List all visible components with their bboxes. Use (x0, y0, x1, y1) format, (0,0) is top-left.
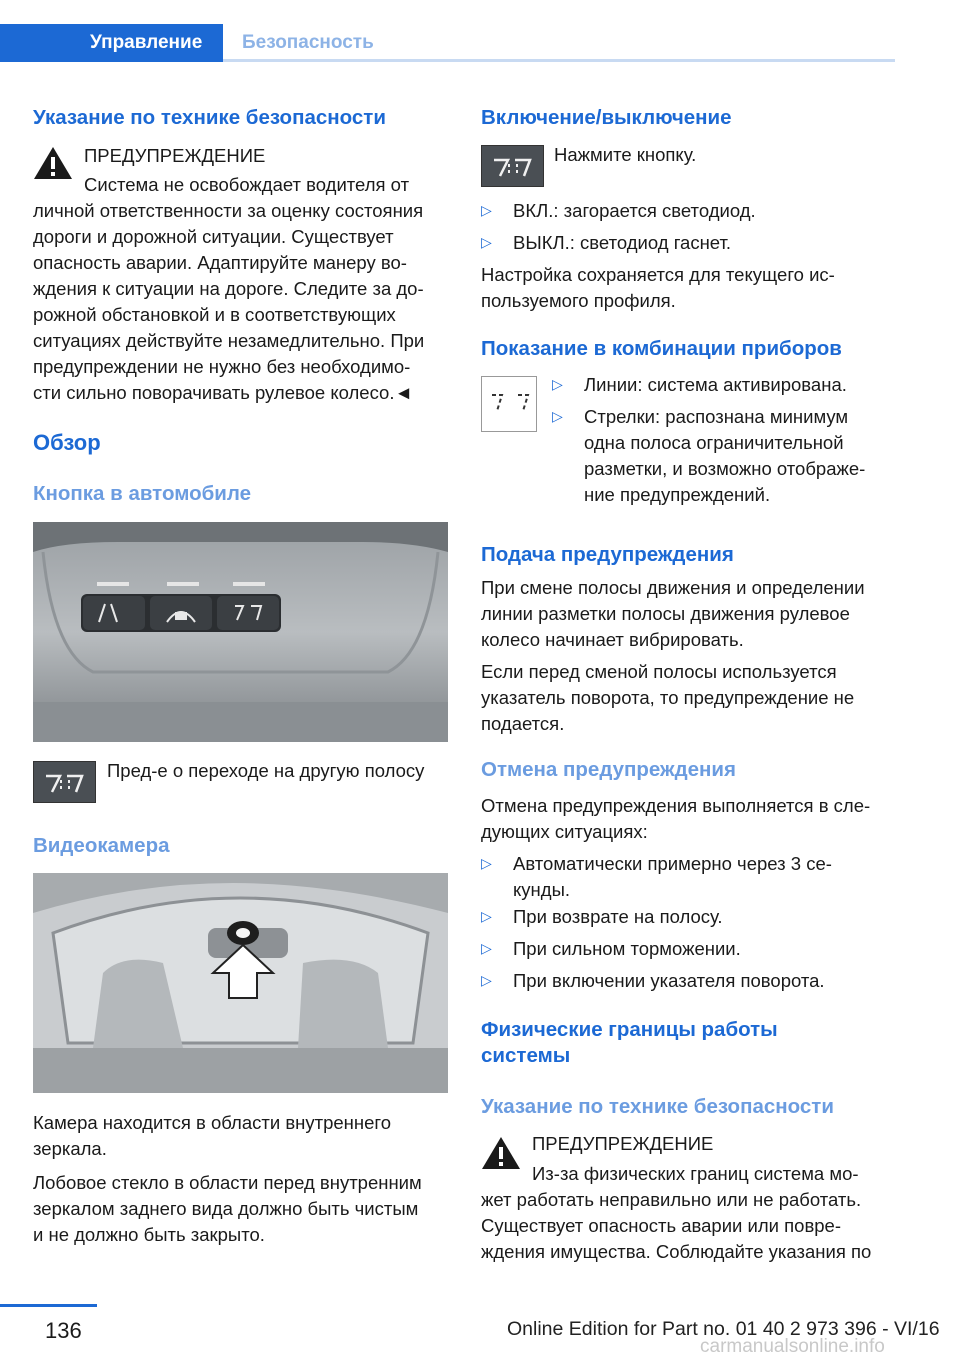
warning-text-1b: линии разметки полосы движения рулевое (481, 603, 850, 624)
bullet-on-text: ВКЛ.: загорается светодиод. (513, 200, 756, 221)
button-panel-image (33, 522, 448, 742)
warning-text-2b: указатель поворота, то предупреждение не (481, 687, 855, 708)
bullet-triangle-icon: ▷ (481, 908, 492, 924)
bullet-cancel-turn-text: При включении указателя поворота. (513, 970, 825, 991)
bullet-arrows-text-1: Стрелки: распознана минимум (584, 406, 849, 427)
warning-text-2c: подается. (481, 713, 565, 734)
heading-limits-line-2: системы (481, 1044, 571, 1067)
warning-line-6: рожной обстановкой и в соответствующих (33, 304, 396, 325)
watermark: carmanualsonline.info (700, 1336, 885, 1357)
heading-safety-note: Указание по технике безопасности (33, 106, 386, 129)
warning-line-4: опасность аварии. Адаптируйте манеру во- (33, 252, 407, 273)
heading-camera: Видеокамера (33, 834, 170, 857)
footer-line (0, 1304, 97, 1307)
bullet-triangle-icon: ▷ (481, 972, 492, 988)
warning-line-1: Система не освобождает водителя от (84, 174, 410, 195)
warning-line-2: личной ответственности за оценку состояния (33, 200, 424, 221)
bullet-triangle-icon: ▷ (481, 202, 492, 218)
warning-text-1a: При смене полосы движения и определении (481, 577, 865, 598)
bullet-triangle-icon: ▷ (552, 408, 563, 424)
header-tabs (0, 24, 895, 62)
tab-control[interactable]: Управление (0, 24, 223, 62)
warning-line-5: ждения к ситуации на дороге. Следите за до- (33, 278, 424, 299)
bullet-cancel-brake-text: При сильном торможении. (513, 938, 741, 959)
warning-title: ПРЕДУПРЕЖДЕНИЕ (84, 145, 266, 166)
bullet-arrows-text-3: разметки, и возможно отображе- (584, 458, 866, 479)
warning2-line-3: Существует опасность аварии или повре- (481, 1215, 842, 1236)
camera-text-2a: Лобовое стекло в области перед внутренним (33, 1172, 422, 1193)
bullet-triangle-icon: ▷ (481, 855, 492, 871)
camera-text-2b: зеркалом заднего вида должно быть чистым (33, 1198, 419, 1219)
tab-safety[interactable]: Безопасность (242, 32, 374, 53)
lane-lines-icon (481, 376, 537, 432)
warning-line-9: сти сильно поворачивать рулевое колесо.◄ (33, 382, 413, 403)
warning2-title: ПРЕДУПРЕЖДЕНИЕ (532, 1133, 714, 1154)
heading-overview: Обзор (33, 430, 101, 455)
warning2-line-4: ждения имущества. Соблюдайте указания по (481, 1241, 872, 1262)
warning-line-7: ситуациях действуйте незамедлительно. При (33, 330, 425, 351)
heading-on-off: Включение/выключение (481, 106, 732, 129)
page-number: 136 (45, 1318, 82, 1343)
heading-warning-output: Подача предупреждения (481, 543, 734, 566)
bullet-triangle-icon: ▷ (481, 234, 492, 250)
camera-text-1a: Камера находится в области внутреннего (33, 1112, 392, 1133)
bullet-cancel-auto-text-2: кунды. (513, 879, 570, 900)
warning-triangle-icon (33, 145, 73, 181)
button-caption: Пред-е о переходе на другую полосу (107, 760, 425, 781)
online-edition: Online Edition for Part no. 01 40 2 973 396 - VI/16 (507, 1318, 940, 1340)
bullet-arrows-text-2: одна полоса ограничительной (584, 432, 844, 453)
warning-line-8: предупреждении не нужно без необходимо- (33, 356, 411, 377)
warning-triangle-icon-2 (481, 1135, 521, 1171)
heading-safety-note-2: Указание по технике безопасности (481, 1095, 834, 1118)
tab-underline (223, 59, 895, 62)
bullet-lines-text: Линии: система активирована. (584, 374, 847, 395)
warning2-line-2: жет работать неправильно или не работать. (481, 1189, 862, 1210)
camera-text-2c: и не должно быть закрыто. (33, 1224, 265, 1245)
bullet-triangle-icon: ▷ (552, 376, 563, 392)
bullet-triangle-icon: ▷ (481, 940, 492, 956)
warning-text-1c: колесо начинает вибрировать. (481, 629, 744, 650)
press-button-text: Нажмите кнопку. (554, 144, 697, 165)
cancel-text-a: Отмена предупреждения выполняется в сле- (481, 795, 871, 816)
bullet-cancel-return-text: При возврате на полосу. (513, 906, 723, 927)
warning-line-3: дороги и дорожной ситуации. Существует (33, 226, 394, 247)
heading-button-in-car: Кнопка в автомобиле (33, 482, 252, 505)
camera-text-1b: зеркала. (33, 1138, 107, 1159)
heading-instrument-display: Показание в комбинации приборов (481, 337, 842, 360)
bullet-off-text: ВЫКЛ.: светодиод гаснет. (513, 232, 732, 253)
saved-text-b: пользуемого профиля. (481, 290, 676, 311)
saved-text-a: Настройка сохраняется для текущего ис- (481, 264, 835, 285)
bullet-arrows-text-4: ние предупреждений. (584, 484, 771, 505)
lane-departure-button-icon (33, 761, 96, 803)
warning2-line-1: Из-за физических границ система мо- (532, 1163, 859, 1184)
cancel-text-b: дующих ситуациях: (481, 821, 648, 842)
warning-text-2a: Если перед сменой полосы используется (481, 661, 837, 682)
bullet-cancel-auto-text-1: Автоматически примерно через 3 се- (513, 853, 832, 874)
lane-departure-button-icon-2 (481, 145, 544, 187)
camera-image (33, 873, 448, 1093)
heading-limits-line-1: Физические границы работы (481, 1018, 778, 1041)
heading-cancel-warning: Отмена предупреждения (481, 758, 736, 781)
